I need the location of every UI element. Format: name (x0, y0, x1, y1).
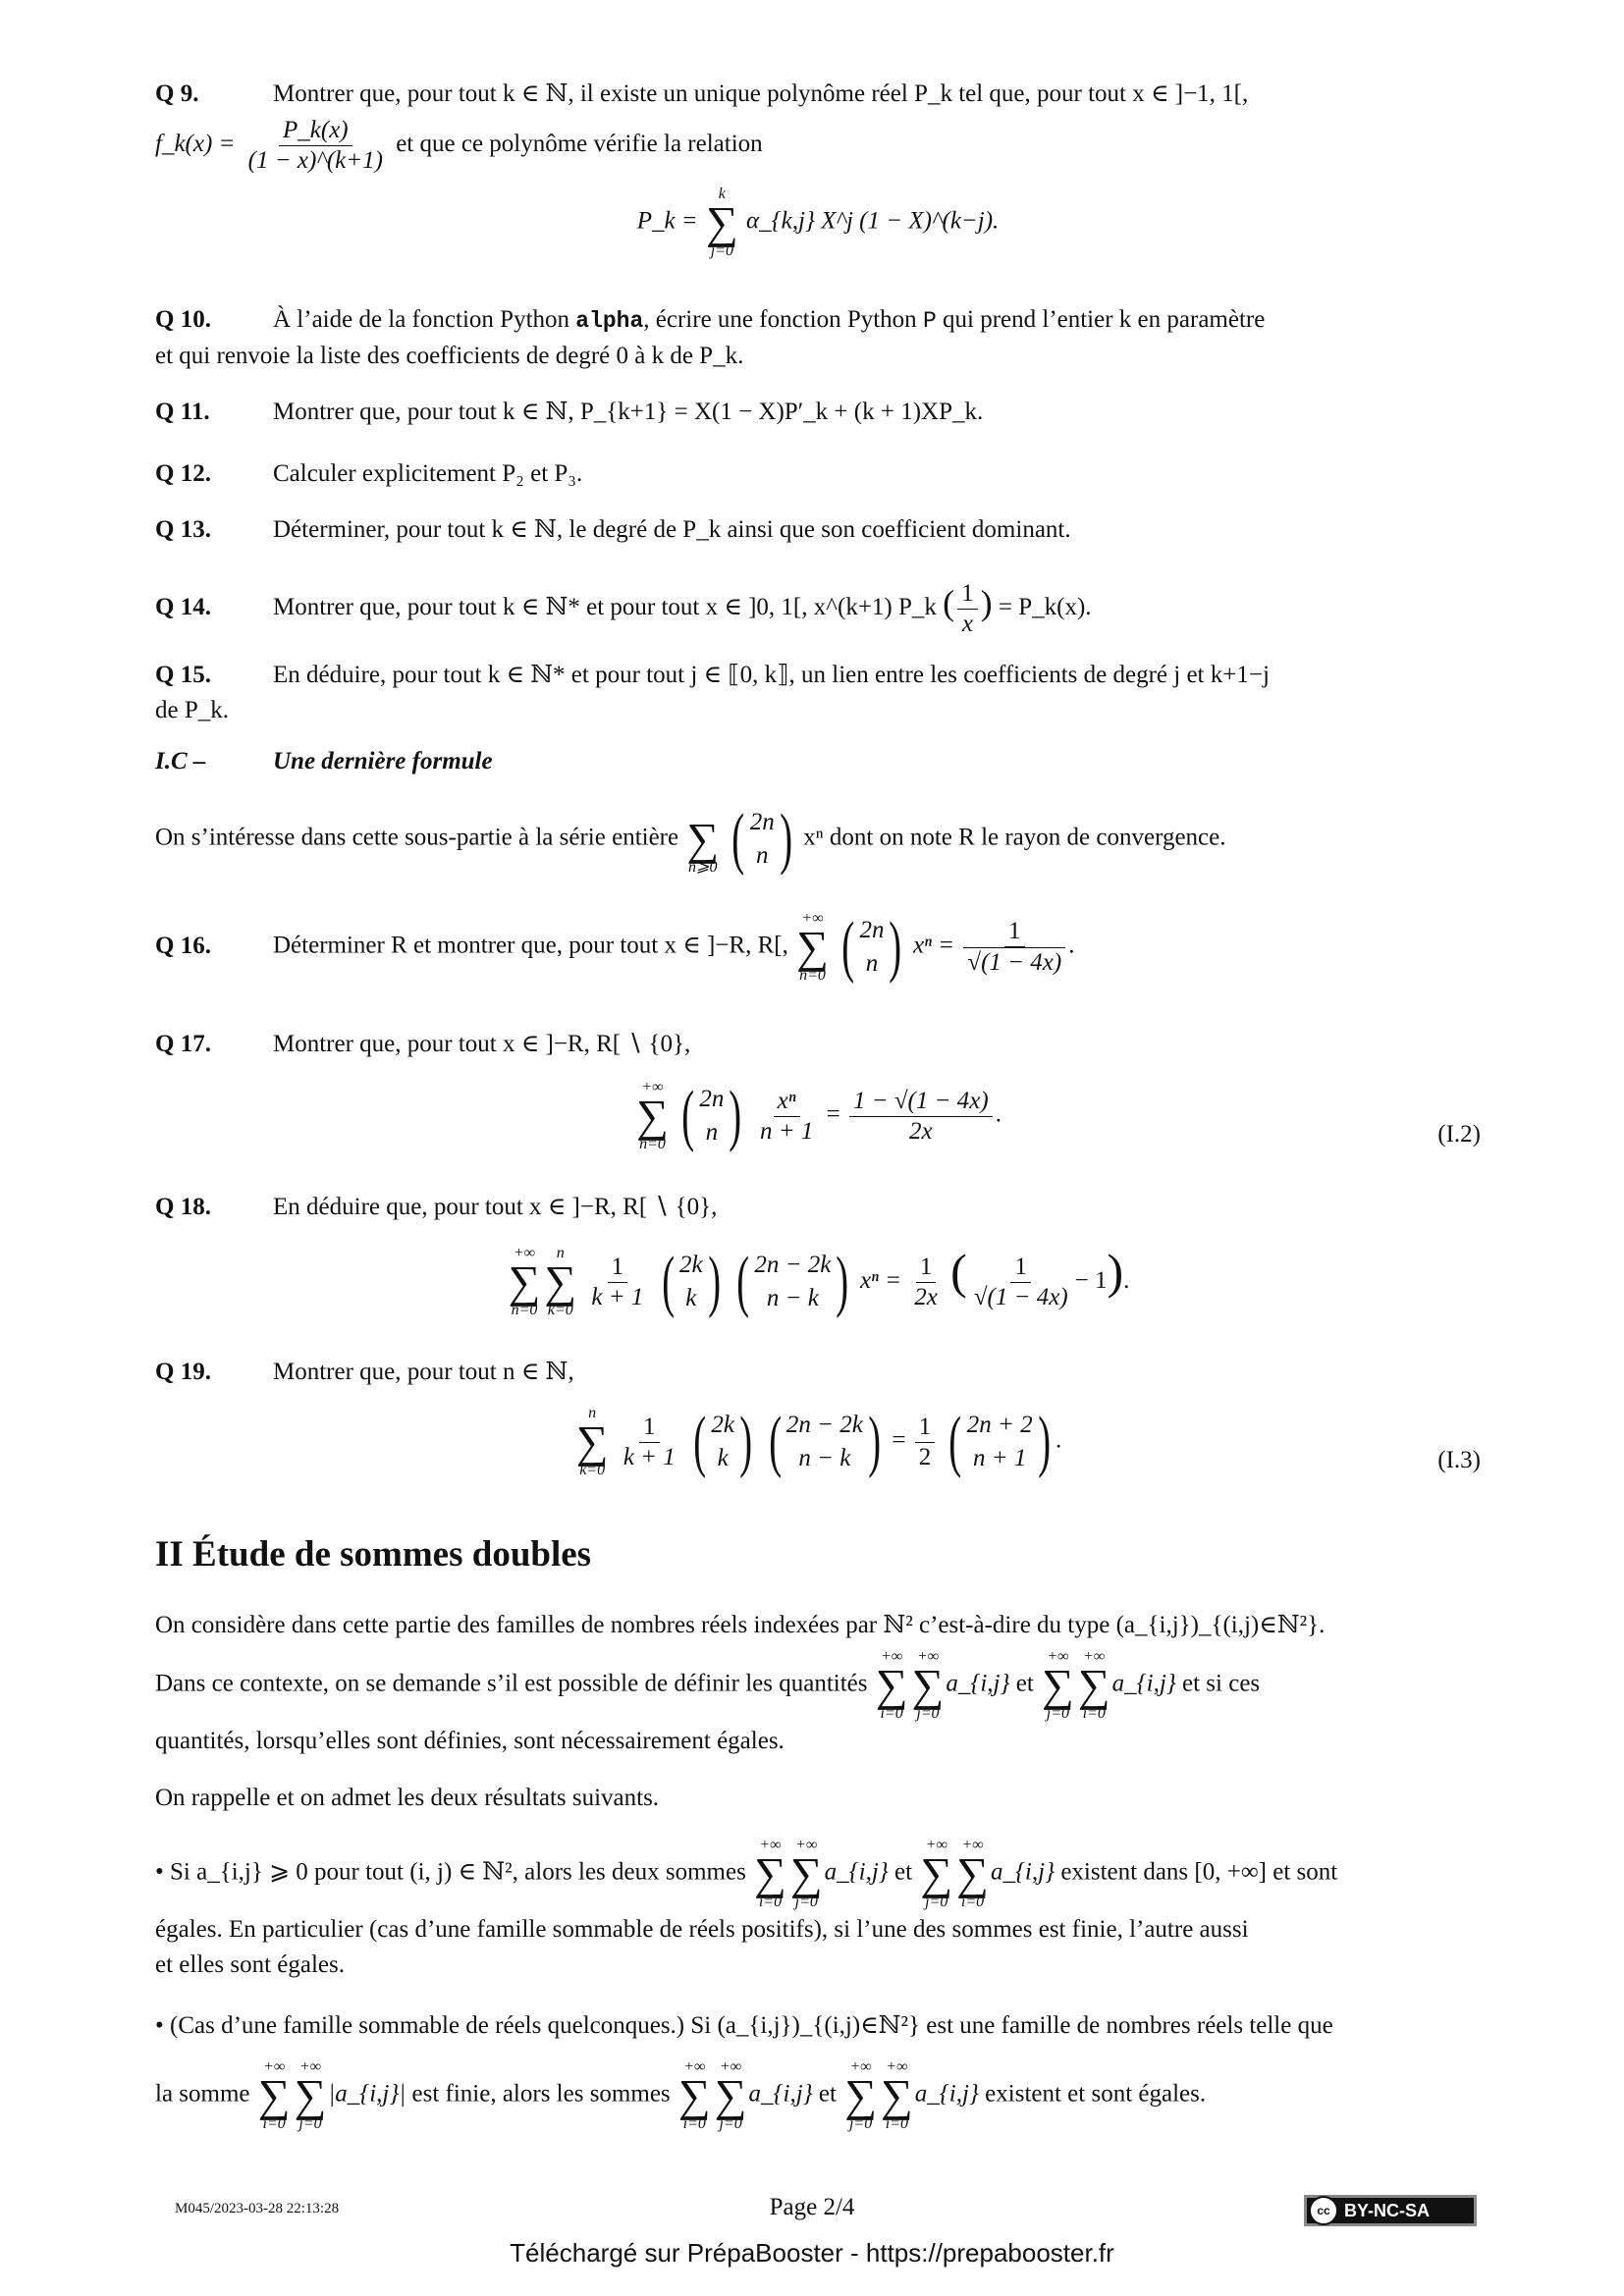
sum-upper: +∞ (683, 2058, 706, 2075)
question-label: Q 11. (155, 399, 210, 425)
question-label: Q 9. (155, 80, 199, 107)
question-text: Montrer que, pour tout k ∈ ℕ, il existe un unique polynôme réel P_k tel que, pour tout x ∈ ]−1, 1[, (273, 80, 1249, 107)
binom-top: 2n (859, 917, 885, 943)
punctuation: . (1068, 932, 1075, 959)
term: a_{i,j} (946, 1670, 1010, 1697)
sum-symbol: +∞ ∑ i=0 (1077, 1648, 1110, 1722)
binomial: ( 2n − 2k n − k ) (768, 1404, 881, 1479)
sum-lower: i=0 (682, 2115, 706, 2132)
numerator: 1 (639, 1413, 660, 1443)
term: a_{i,j} (914, 2080, 979, 2108)
denominator: √(1 − 4x) (973, 1283, 1068, 1310)
question-18 (155, 1190, 1481, 1225)
fraction (849, 1087, 993, 1147)
fraction (963, 917, 1065, 978)
binomial: ( 2n n ) (841, 909, 902, 985)
binomial: ( 2k k ) (661, 1244, 721, 1320)
sum-upper: +∞ (641, 1079, 664, 1095)
fraction (915, 1413, 936, 1472)
binom-top: 2k (711, 1412, 734, 1438)
fraction (587, 1253, 647, 1312)
question-label: Q 18. (155, 1194, 211, 1220)
fraction (957, 579, 978, 639)
question-text: Montrer que, pour tout k ∈ ℕ, P_{k+1} = X(1 − X)P′_k + (k + 1)XP_k. (273, 399, 984, 425)
section2-paragraph2: On rappelle et on admet les deux résultats suivants. (155, 1785, 660, 1811)
paragraph-text: • Si a_{i,j} ⩾ 0 pour tout (i, j) ∈ ℕ², alors les deux sommes (155, 1858, 746, 1886)
term: a_{i,j} (824, 1858, 889, 1886)
question-15-line2: de P_k. (155, 697, 229, 723)
numerator: 1 − √(1 − 4x) (849, 1087, 993, 1117)
binom-bottom: n + 1 (973, 1445, 1027, 1471)
code-p: P (922, 308, 937, 334)
question-text: et que ce polynôme vérifie la relation (396, 131, 763, 158)
bullet-1-line2: égales. En particulier (cas d’une famille sommable de réels positifs), si l’une des sommes est finie, l’autre aussi (155, 1916, 1249, 1943)
denominator: (1 − x)^(k+1) (247, 147, 383, 174)
sum-lower: j=0 (1046, 1705, 1070, 1722)
subsection-title (155, 748, 493, 775)
binom-bottom: n − k (766, 1285, 819, 1312)
page-number: Page 2/4 (769, 2194, 855, 2220)
sum-upper: +∞ (1083, 1648, 1106, 1665)
question-10-line2: et qui renvoie la liste des coefficients de degré 0 à k de P_k. (155, 343, 744, 369)
fraction (970, 1253, 1072, 1312)
section-title: II Étude de sommes doubles (155, 1534, 592, 1575)
numerator: 1 (1004, 917, 1025, 947)
question-text: Montrer que, pour tout n ∈ ℕ, (273, 1359, 574, 1385)
question-text: À l’aide de la fonction Python (273, 306, 570, 333)
sum-upper: +∞ (886, 2058, 908, 2075)
question-15 (155, 658, 1481, 693)
paragraph-text: et si ces (1182, 1670, 1261, 1697)
sum-lower: i=0 (1082, 1705, 1106, 1722)
question-13 (155, 512, 1481, 548)
numerator: 1 (915, 1413, 936, 1443)
sum-symbol: +∞ ∑ i=0 (257, 2058, 291, 2132)
paragraph-text: On s’intéresse dans cette sous-partie à la série entière (155, 824, 679, 851)
question-17 (155, 1027, 1481, 1062)
sum-lower: n=0 (799, 967, 826, 984)
binom-bottom: n (705, 1119, 719, 1146)
term: a_{i,j} (748, 2080, 813, 2108)
sum-upper: +∞ (1047, 1648, 1069, 1665)
binomial: ( 2n − 2k n − k ) (736, 1244, 849, 1320)
question-label: Q 13. (155, 516, 211, 543)
subsection-name: Une dernière formule (273, 748, 493, 774)
sum-upper: +∞ (801, 910, 824, 927)
paragraph-text: et (894, 1858, 913, 1886)
question-label: Q 15. (155, 662, 211, 688)
paragraph-text: la somme (155, 2080, 250, 2108)
denominator: 2x (909, 1117, 933, 1145)
question-label: Q 12. (155, 460, 211, 487)
section2-paragraph1-line2 (155, 1649, 1481, 1722)
denominator: √(1 − 4x) (963, 947, 1065, 978)
sum-lower: i=0 (885, 2115, 908, 2132)
sum-symbol: +∞ ∑ j=0 (920, 1837, 953, 1910)
license-badge[interactable] (1304, 2195, 1477, 2226)
sum-symbol: +∞ ∑ j=0 (294, 2058, 327, 2132)
sum-symbol: k ∑ j=0 (705, 186, 738, 259)
sum-lower: n=0 (511, 1302, 538, 1319)
paragraph-text: et (1015, 1670, 1034, 1697)
fraction (244, 116, 387, 176)
sum-lower: n=0 (639, 1136, 666, 1152)
sum-symbol: +∞ ∑ n=0 (508, 1245, 541, 1319)
binom-top: 2n (749, 809, 775, 835)
sum-lower: i=0 (262, 2115, 286, 2132)
question-16 (155, 911, 1481, 984)
formula-lhs: f_k(x) = (155, 131, 236, 158)
numerator: P_k(x) (279, 116, 352, 146)
question-9-line2 (155, 116, 1481, 176)
question-text: En déduire que, pour tout x ∈ ]−R, R[ ∖ {0}, (273, 1194, 718, 1220)
sum-lower: k=0 (579, 1462, 606, 1478)
question-text: En déduire, pour tout k ∈ ℕ* et pour tout j ∈ ⟦0, k⟧, un lien entre les coefficients de degré j et k+1−j (273, 662, 1270, 688)
question-text: Déterminer R et montrer que, pour tout x ∈ ]−R, R[, (273, 932, 788, 959)
sum-upper: +∞ (263, 2058, 286, 2075)
question-text: Calculer explicitement P₂ et P₃. (273, 460, 583, 487)
binom-bottom: k (717, 1445, 729, 1471)
question-19 (155, 1355, 1481, 1390)
sum-symbol: +∞ ∑ i=0 (956, 1837, 989, 1910)
question-text: Montrer que, pour tout k ∈ ℕ* et pour tout x ∈ ]0, 1[, x^(k+1) P_k (273, 594, 937, 621)
sum-symbol: +∞ ∑ n=0 (796, 910, 829, 984)
sum-lower: j=0 (710, 242, 733, 259)
sum-upper: +∞ (916, 1648, 940, 1665)
binom-top: 2n (699, 1086, 725, 1112)
sum-symbol: +∞ ∑ j=0 (911, 1648, 945, 1722)
bullet-2-line1: • (Cas d’une famille sommable de réels quelconques.) Si (a_{i,j})_{(i,j)∈ℕ²} est une famille de nombres réels telle que (155, 2012, 1333, 2039)
sum-symbol: +∞ ∑ j=0 (789, 1837, 823, 1910)
intro-ic (155, 803, 1481, 876)
license-label: BY-NC-SA (1344, 2200, 1431, 2220)
sum-lower: j=0 (925, 1894, 948, 1910)
sum-symbol: +∞ ∑ i=0 (677, 2058, 711, 2132)
paragraph-text: et (818, 2080, 837, 2108)
question-12 (155, 456, 1481, 492)
fraction (910, 1253, 942, 1312)
question-9 (155, 77, 1481, 112)
numerator: xⁿ (774, 1087, 800, 1117)
binom-bottom: n (755, 842, 769, 869)
sum-lower: n⩾0 (688, 859, 718, 876)
bullet-1-line1 (155, 1838, 1481, 1910)
sum-upper: +∞ (881, 1648, 903, 1665)
question-label: Q 10. (155, 306, 211, 333)
numerator: 1 (957, 579, 978, 610)
bullet-2-line2 (155, 2059, 1481, 2132)
sum-lower: j=0 (719, 2115, 742, 2132)
document-code: M045/2023-03-28 22:13:28 (175, 2201, 340, 2216)
denominator: x (961, 611, 973, 637)
formula-lhs: P_k = (636, 207, 698, 235)
display-equation-i2: +∞ ∑ n=0 ( 2n n ) $\frac{\text{xⁿ}}{n + 1}$ = $\frac{1 - √(1 - 4x)}{2x}$ . (I.2) (636, 1078, 1481, 1153)
creative-commons-icon: cc (1309, 2196, 1338, 2225)
denominator: k + 1 (623, 1443, 676, 1470)
sum-upper: n (588, 1405, 597, 1421)
fraction (620, 1413, 679, 1472)
sum-upper: k (718, 186, 726, 202)
question-label: Q 19. (155, 1359, 211, 1385)
sum-symbol: n ∑ k=0 (544, 1245, 577, 1319)
display-equation-i3: n ∑ k=0 $\frac{1}{k + 1}$ ( 2k k ) ( 2n − 2k n − k ) = $\frac{1}{2}$ ( 2n + 2 n + 1 ) . (I.3) (575, 1404, 1481, 1479)
sum-symbol: n ∑ k=0 (575, 1405, 609, 1478)
sum-symbol: +∞ ∑ n=0 (636, 1079, 669, 1152)
question-text: Déterminer, pour tout k ∈ ℕ, le degré de P_k ainsi que son coefficient dominant. (273, 516, 1071, 543)
numerator: 1 (608, 1253, 628, 1283)
sum-upper: +∞ (795, 1837, 818, 1853)
bullet-1-line3: et elles sont égales. (155, 1951, 345, 1978)
denominator: n + 1 (759, 1117, 814, 1145)
sum-lower: i=0 (880, 1705, 903, 1722)
term: a_{i,j} (1111, 1670, 1176, 1697)
sum-symbol: +∞ ∑ i=0 (880, 2058, 913, 2132)
formula-rhs: α_{k,j} X^j (1 − X)^(k−j). (745, 207, 1000, 235)
binom-top: 2n + 2 (966, 1412, 1033, 1438)
sum-symbol: +∞ ∑ j=0 (1042, 1648, 1074, 1722)
sum-lower: k=0 (547, 1302, 573, 1319)
binom-top: 2k (678, 1252, 703, 1279)
denominator: k + 1 (591, 1283, 644, 1310)
section2-paragraph1-line3: quantités, lorsqu’elles sont définies, sont nécessairement égales. (155, 1728, 785, 1754)
formula-part: − 1 (1074, 1267, 1108, 1294)
paragraph-text: existent dans [0, +∞] et sont (1060, 1858, 1338, 1886)
sum-symbol: +∞ ∑ i=0 (754, 1837, 786, 1910)
binomial: ( 2n + 2 n + 1 ) (948, 1404, 1051, 1479)
denominator: 2 (918, 1443, 932, 1470)
section2-paragraph1-line1: On considère dans cette partie des familles de nombres réels indexées par ℕ² c’est-à-dire du type (a_{i,j})_{(i,j)∈ℕ²}. (155, 1612, 1326, 1638)
display-equation-pk (155, 187, 1481, 259)
display-equation-q18: +∞ ∑ n=0 n ∑ k=0 $\frac{1}{k + 1}$ ( 2k k ) ( 2n − 2k n − k ) xⁿ = $\frac{1}{2x}$ ( $\frac{1}{√(1 - 4x)}$ − 1). (508, 1244, 1130, 1320)
numerator: 1 (1010, 1253, 1031, 1283)
binom-bottom: k (685, 1285, 697, 1312)
sum-lower: j=0 (916, 1705, 940, 1722)
sum-lower: j=0 (848, 2115, 873, 2132)
fraction (756, 1087, 817, 1147)
equation-number: (I.2) (1437, 1121, 1481, 1148)
binom-bottom: n (865, 950, 879, 977)
sum-symbol: +∞ ∑ i=0 (875, 1648, 908, 1722)
paragraph-text: est finie, alors les sommes (411, 2080, 671, 2108)
code-alpha: alpha (575, 308, 644, 334)
formula-part: xⁿ = (859, 1267, 902, 1294)
question-text: Montrer que, pour tout x ∈ ]−R, R[ ∖ {0}, (273, 1031, 691, 1057)
binom-top: 2n − 2k (754, 1252, 832, 1279)
binom-bottom: n − k (798, 1445, 851, 1471)
paragraph-text: xⁿ dont on note R le rayon de convergence. (803, 824, 1226, 851)
question-10 (155, 302, 1481, 339)
sum-upper: +∞ (849, 2058, 872, 2075)
sum-lower: i=0 (758, 1894, 783, 1910)
sum-upper: +∞ (298, 2058, 322, 2075)
sum-lower: j=0 (298, 2115, 322, 2132)
sum-upper: +∞ (513, 1245, 536, 1262)
question-11 (155, 395, 1481, 430)
term: a_{i,j} (990, 1858, 1056, 1886)
numerator: 1 (916, 1253, 937, 1283)
binomial: ( 2k k ) (693, 1404, 753, 1479)
binomial: ( 2n n ) (681, 1078, 742, 1153)
equation-number: (I.3) (1437, 1447, 1481, 1473)
paragraph-text: existent et sont égales. (985, 2080, 1207, 2108)
binomial: ( 2n n ) (731, 801, 792, 877)
question-text: qui prend l’entier k en paramètre (943, 306, 1266, 333)
sum-symbol: ∑ n⩾0 (686, 814, 720, 876)
sum-upper: +∞ (961, 1837, 984, 1853)
sum-symbol: +∞ ∑ j=0 (844, 2058, 877, 2132)
sum-upper: +∞ (925, 1837, 947, 1853)
sum-lower: i=0 (960, 1894, 985, 1910)
question-label: Q 14. (155, 594, 211, 621)
subsection-number: I.C – (155, 748, 206, 774)
question-text: = P_k(x). (998, 594, 1092, 621)
sum-upper: +∞ (759, 1837, 782, 1853)
paragraph-text: Dans ce contexte, on se demande s’il est possible de définir les quantités (155, 1670, 868, 1697)
term: |a_{i,j}| (328, 2080, 406, 2108)
denominator: 2x (914, 1283, 938, 1310)
question-14: Q 14. Montrer que, pour tout k ∈ ℕ* et pour tout x ∈ ]0, 1[, x^(k+1) P_k ( $\frac{1}{x}$ ) = P_k(x). (155, 580, 1092, 637)
question-label: Q 16. (155, 932, 211, 959)
binom-top: 2n − 2k (785, 1412, 863, 1438)
sum-upper: +∞ (720, 2058, 742, 2075)
sum-lower: j=0 (794, 1894, 818, 1910)
question-label: Q 17. (155, 1031, 211, 1057)
question-text: , écrire une fonction Python (643, 306, 917, 333)
download-notice[interactable]: Téléchargé sur PrépaBooster - https://prepabooster.fr (510, 2238, 1114, 2268)
sum-upper: n (556, 1245, 565, 1262)
formula-part: xⁿ = (913, 932, 955, 959)
sum-symbol: +∞ ∑ j=0 (714, 2058, 747, 2132)
